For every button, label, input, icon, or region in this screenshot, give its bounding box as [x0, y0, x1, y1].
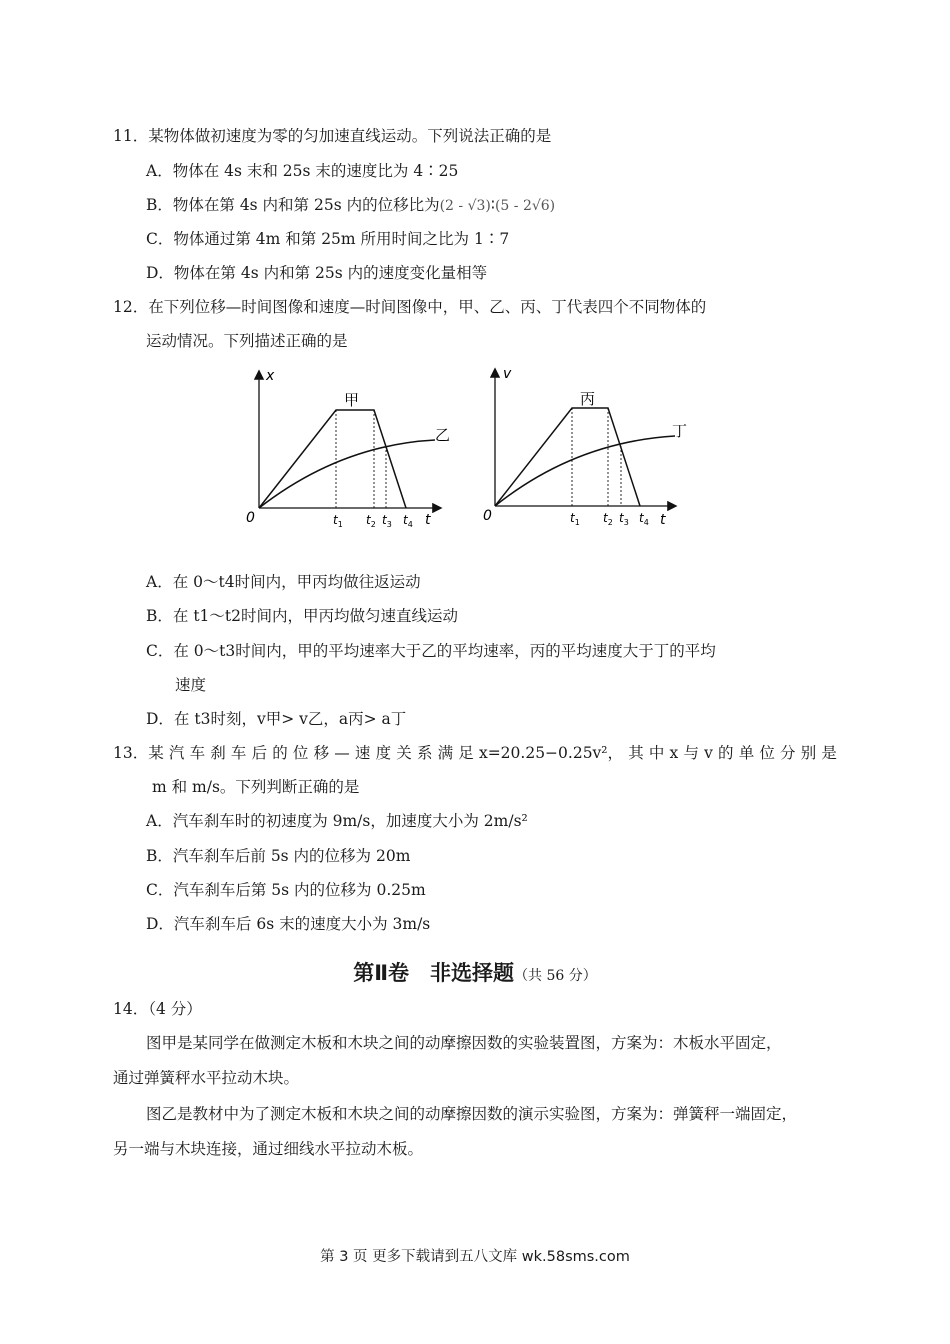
q14-stem: 14．（4 分） [113, 1000, 202, 1018]
q11-option-c: C．物体通过第 4m 和第 25m 所用时间之比为 1∶7 [146, 230, 510, 248]
q14-paragraph-2a: 图乙是教材中为了测定木板和木块之间的动摩擦因数的演示实验图，方案为：弹簧秤一端固定， [146, 1105, 798, 1123]
q13-stem-word: 足 [458, 744, 474, 762]
q13-stem-word: x [669, 744, 679, 762]
graph2-tick-t2: $t_2$ [603, 511, 613, 527]
q13-stem-word: 位 [759, 744, 775, 762]
q12-option-c-line2: 速度 [175, 676, 207, 694]
section-heading [0, 957, 950, 987]
graph1-tick-t1: $t_1$ [333, 513, 343, 529]
graph2-tick-t3: $t_3$ [619, 511, 629, 527]
q12-stem-1: 12．在下列位移—时间图像和速度—时间图像中，甲、乙、丙、丁代表四个不同物体的 [113, 298, 707, 316]
q13-stem-word: 的 [272, 744, 288, 762]
q13-stem-1 [113, 743, 837, 763]
q13-stem-word: 其 [628, 744, 644, 762]
graph1-y-label: x [266, 368, 275, 384]
q14-paragraph-1b: 通过弹簧秤水平拉动木块。 [113, 1069, 300, 1087]
q12-graphs [230, 360, 700, 540]
q13-stem-word: 与 [683, 744, 699, 762]
q12-option-a: A．在 0～t4时间内，甲丙均做往返运动 [146, 573, 421, 591]
q13-stem-word: 移 [313, 744, 330, 762]
q13-stem-word: 别 [800, 744, 817, 762]
q12-option-d: D．在 t3时刻，v甲> v乙，a丙> a丁 [146, 710, 407, 728]
graph2-x-label: t [660, 512, 666, 528]
graph2-y-label: v [503, 366, 512, 382]
q13-stem-word: x=20.25−0.25v²， [478, 744, 624, 762]
graph1-label-jia: 甲 [344, 391, 360, 409]
graph1-tick-t3: $t_3$ [382, 513, 392, 529]
q13-stem-word: 中 [648, 744, 665, 762]
section-note: （共 56 分） [514, 968, 597, 984]
q11-ratio-1: (2 - √3) [439, 198, 491, 214]
q13-stem-word: 分 [780, 744, 796, 762]
q13-stem-word: 满 [437, 744, 454, 762]
graph2-tick-t4: $t_4$ [639, 511, 649, 527]
graph2-tick-t1: $t_1$ [570, 511, 580, 527]
graph1-line-jia [259, 410, 406, 508]
graph1-x-label: t [425, 512, 431, 528]
q14-paragraph-1a: 图甲是某同学在做测定木板和木块之间的动摩擦因数的实验装置图，方案为：木板水平固定， [146, 1034, 782, 1052]
q13-stem-word: 系 [416, 744, 433, 762]
q11-option-b-text: B．物体在第 4s 内和第 25s 内的位移比为 [146, 196, 440, 214]
section-title: 第Ⅱ卷 非选择题 [353, 961, 515, 985]
q13-stem-word: 13．某 [113, 744, 164, 762]
q13-stem-word: 刹 [210, 744, 226, 762]
q11-option-b [146, 195, 555, 216]
q14-paragraph-2b: 另一端与木块连接，通过细线水平拉动木板。 [113, 1140, 424, 1158]
q12-option-c-line1: C．在 0～t3时间内，甲的平均速率大于乙的平均速率，丙的平均速度大于丁的平均 [146, 642, 716, 660]
q13-stem-word: 车 [230, 744, 247, 762]
q13-option-c: C．汽车刹车后第 5s 内的位移为 0.25m [146, 881, 426, 899]
q11-ratio-2: (5 - 2√6) [494, 198, 556, 214]
q11-option-d: D．物体在第 4s 内和第 25s 内的速度变化量相等 [146, 264, 488, 282]
q13-option-b: B．汽车刹车后前 5s 内的位移为 20m [146, 847, 411, 865]
graph2-label-bing: 丙 [580, 390, 596, 408]
q13-stem-word: 车 [189, 744, 206, 762]
q13-stem-word: 位 [292, 744, 309, 762]
page-footer: 第 3 页 更多下载请到五八文库 wk.58sms.com [320, 1249, 630, 1265]
q13-option-d: D．汽车刹车后 6s 末的速度大小为 3m/s [146, 915, 431, 933]
q13-stem-word: 度 [375, 744, 392, 762]
graph2-origin: 0 [483, 508, 492, 524]
graph2-label-ding: 丁 [672, 422, 688, 440]
q12-option-b: B．在 t1～t2时间内，甲丙均做匀速直线运动 [146, 607, 458, 625]
q13-stem-2: m 和 m/s。下列判断正确的是 [152, 778, 360, 796]
graph1-tick-t2: $t_2$ [366, 513, 376, 529]
q13-stem-word: 速 [354, 744, 371, 762]
graph1-origin: 0 [246, 510, 255, 526]
graph-vt [483, 366, 687, 528]
q11-stem: 11．某物体做初速度为零的匀加速直线运动。下列说法正确的是 [113, 127, 552, 145]
q12-stem-2: 运动情况。下列描述正确的是 [146, 332, 348, 350]
q13-stem-word: 的 [718, 744, 734, 762]
graph-xt [246, 368, 450, 529]
q13-stem-word: 后 [251, 744, 268, 762]
q13-stem-word: 关 [396, 744, 412, 762]
q13-stem-word: 单 [738, 744, 755, 762]
q13-option-a: A．汽车刹车时的初速度为 9m/s，加速度大小为 2m/s² [146, 812, 528, 830]
q11-ratio-colon: ∶ [490, 196, 495, 214]
graph1-label-yi: 乙 [435, 426, 451, 444]
q13-stem-word: 是 [821, 744, 837, 762]
q13-stem-word: — [334, 744, 350, 762]
q13-stem-word: v [704, 744, 713, 762]
q13-stem-word: 汽 [168, 744, 185, 762]
q11-option-a: A．物体在 4s 末和 25s 末的速度比为 4∶25 [146, 162, 459, 180]
graph1-tick-t4: $t_4$ [403, 513, 413, 529]
graph2-line-bing [495, 408, 640, 506]
